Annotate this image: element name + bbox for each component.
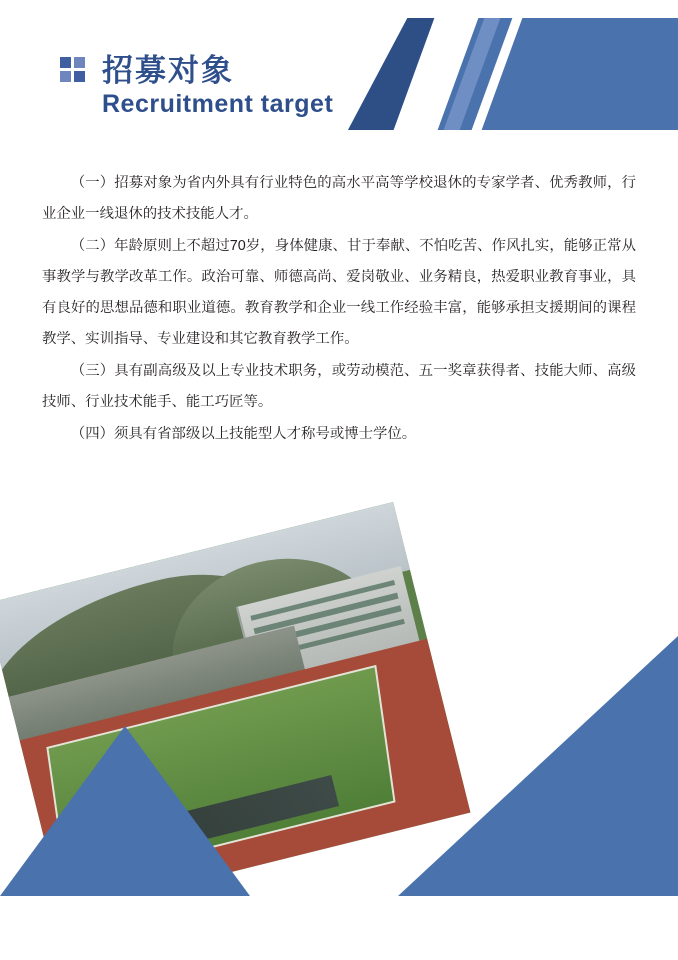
squares-icon: [60, 57, 86, 83]
page-footer-space: [0, 896, 678, 960]
body-content: [42, 168, 636, 451]
page-title-cn: 招募对象: [102, 53, 234, 88]
paragraph-4: （四）须具有省部级以上技能型人才称号或博士学位。: [70, 426, 417, 442]
page-header: [0, 0, 678, 140]
paragraph-2: （二）年龄原则上不超过70岁，身体健康、甘于奉献、不怕吃苦、作风扎实，能够正常从事教学与教学改革工作。政治可靠、师德高尚、爱岗敬业、业务精良，热爱职业教育事业，具有良好的思想品德和职业道德。教育教学和企业一线工作经验丰富，能够承担支援期间的课程教学、实训指导、专业建设和其它教育教学工作。: [42, 238, 636, 347]
paragraph-1: （一）招募对象为省内外具有行业特色的高水平高等学校退休的专家学者、优秀教师，行业企业一线退休的技术技能人才。: [42, 175, 636, 222]
page-title-en: Recruitment target: [102, 90, 334, 118]
paragraph-3: （三）具有副高级及以上专业技术职务，或劳动模范、五一奖章获得者、技能大师、高级技师、行业技术能手、能工巧匠等。: [42, 363, 636, 410]
